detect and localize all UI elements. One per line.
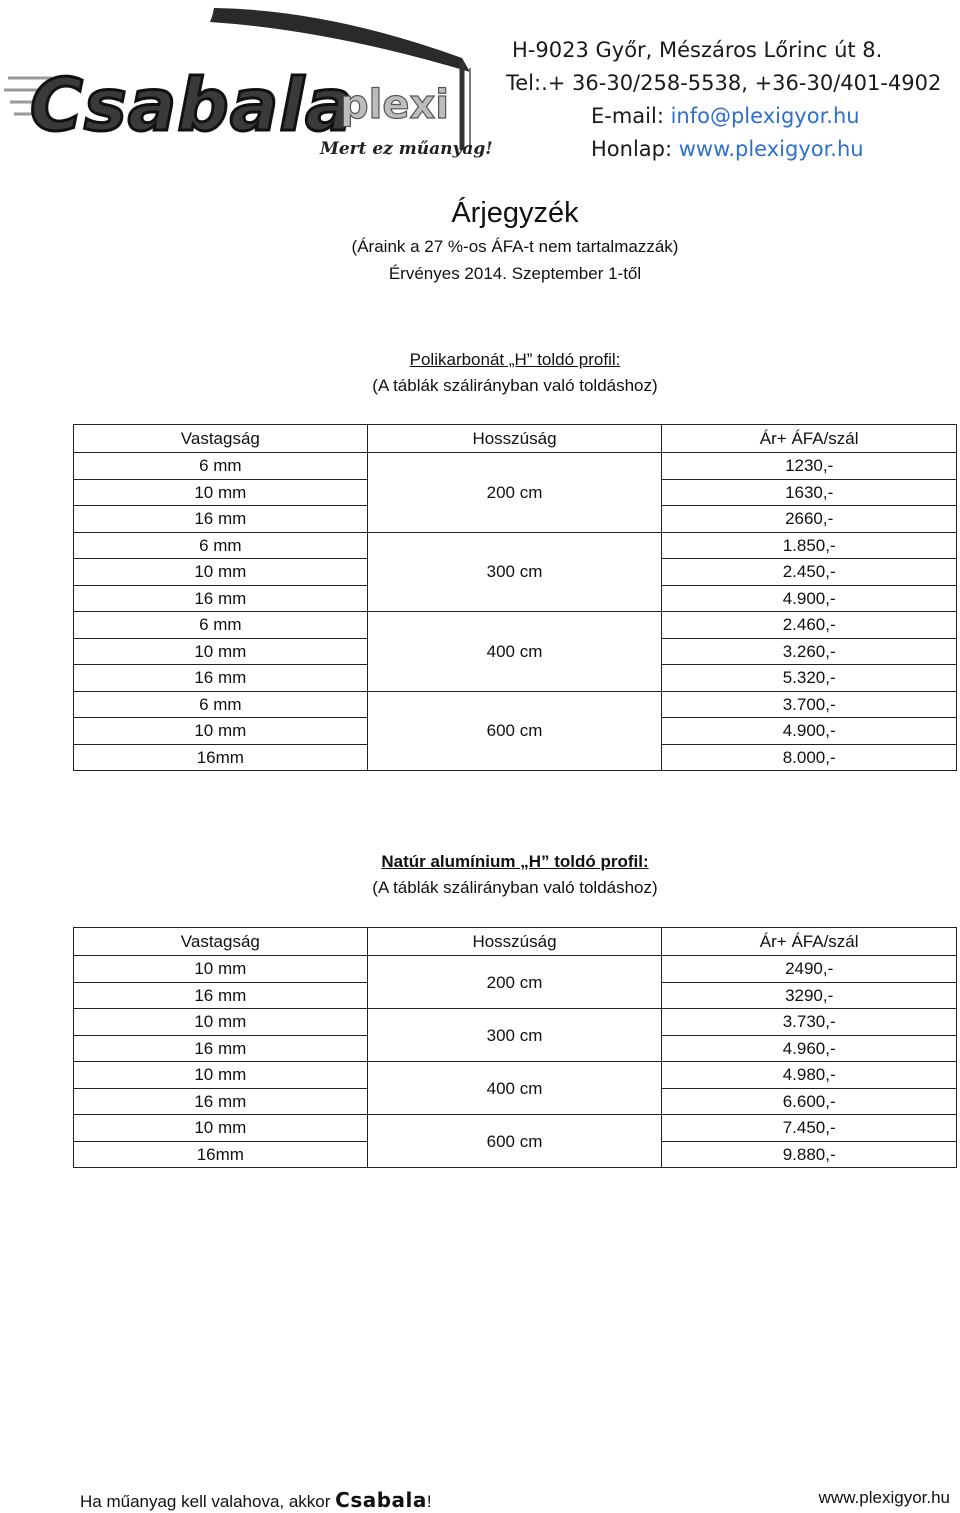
price-cell: 3.700,- xyxy=(662,691,957,718)
web-link[interactable]: www.plexigyor.hu xyxy=(678,137,864,161)
thickness-cell: 6 mm xyxy=(74,453,368,480)
thickness-cell: 16 mm xyxy=(74,506,368,533)
thickness-cell: 16 mm xyxy=(74,1088,368,1115)
phone: Tel:.+ 36-30/258-5538, +36-30/401-4902 xyxy=(506,71,942,95)
section1-note: (A táblák szálirányban való toldáshoz) xyxy=(372,376,658,395)
section1-heading: Polikarbonát „H” toldó profil: xyxy=(409,350,621,369)
contact-block xyxy=(480,34,960,166)
column-header: Hosszúság xyxy=(367,928,662,956)
length-cell: 200 cm xyxy=(367,956,662,1009)
thickness-cell: 16 mm xyxy=(74,1035,368,1062)
thickness-cell: 16 mm xyxy=(74,665,368,692)
table-row xyxy=(74,691,957,718)
email-link[interactable]: info@plexigyor.hu xyxy=(670,104,860,128)
price-cell: 1.850,- xyxy=(662,532,957,559)
vat-note: (Áraink a 27 %-os ÁFA-t nem tartalmazzák) xyxy=(351,237,679,256)
price-cell: 9.880,- xyxy=(662,1141,957,1168)
footer-slogan-text: Ha műanyag kell valahova, akkor xyxy=(80,1492,336,1511)
thickness-cell: 6 mm xyxy=(74,612,368,639)
length-cell: 400 cm xyxy=(367,612,662,692)
table-row xyxy=(74,1115,957,1142)
length-cell: 600 cm xyxy=(367,691,662,771)
page-title: Árjegyzék xyxy=(451,197,579,229)
table-header-row xyxy=(74,928,957,956)
thickness-cell: 10 mm xyxy=(74,1009,368,1036)
thickness-cell: 10 mm xyxy=(74,638,368,665)
table-row xyxy=(74,956,957,983)
price-cell: 1630,- xyxy=(662,479,957,506)
footer-slogan-end: ! xyxy=(426,1492,432,1511)
section2-header xyxy=(0,849,960,901)
price-cell: 4.980,- xyxy=(662,1062,957,1089)
section2-heading: Natúr alumínium „H” toldó profil: xyxy=(381,852,649,871)
table-row xyxy=(74,532,957,559)
price-cell: 4.900,- xyxy=(662,718,957,745)
price-cell: 4.900,- xyxy=(662,585,957,612)
length-cell: 300 cm xyxy=(367,1009,662,1062)
price-cell: 1230,- xyxy=(662,453,957,480)
table-row xyxy=(74,1062,957,1089)
price-cell: 7.450,- xyxy=(662,1115,957,1142)
email-label: E-mail: xyxy=(591,104,671,128)
logo-plexi: plexi xyxy=(340,82,449,128)
length-cell: 200 cm xyxy=(367,453,662,533)
price-cell: 2.460,- xyxy=(662,612,957,639)
length-cell: 300 cm xyxy=(367,532,662,612)
column-header: Ár+ ÁFA/szál xyxy=(662,425,957,453)
price-cell: 2.450,- xyxy=(662,559,957,586)
price-cell: 3.260,- xyxy=(662,638,957,665)
thickness-cell: 6 mm xyxy=(74,691,368,718)
aluminium-price-table xyxy=(73,927,957,1168)
thickness-cell: 6 mm xyxy=(74,532,368,559)
price-cell: 8.000,- xyxy=(662,744,957,771)
column-header: Vastagság xyxy=(74,928,368,956)
section2-note: (A táblák szálirányban való toldáshoz) xyxy=(372,878,658,897)
length-cell: 400 cm xyxy=(367,1062,662,1115)
company-logo xyxy=(0,0,500,165)
title-block xyxy=(0,193,960,287)
polycarbonate-price-table xyxy=(73,424,957,771)
logo-wordmark: Csabala xyxy=(30,63,355,147)
price-cell: 3.730,- xyxy=(662,1009,957,1036)
thickness-cell: 16mm xyxy=(74,1141,368,1168)
thickness-cell: 10 mm xyxy=(74,479,368,506)
thickness-cell: 10 mm xyxy=(74,718,368,745)
thickness-cell: 16 mm xyxy=(74,982,368,1009)
price-cell: 6.600,- xyxy=(662,1088,957,1115)
email-line xyxy=(480,100,960,133)
logo-graphic xyxy=(0,0,500,165)
price-cell: 3290,- xyxy=(662,982,957,1009)
thickness-cell: 10 mm xyxy=(74,1115,368,1142)
thickness-cell: 10 mm xyxy=(74,559,368,586)
section1-header xyxy=(0,347,960,399)
table-row xyxy=(74,612,957,639)
thickness-cell: 16 mm xyxy=(74,585,368,612)
price-cell: 5.320,- xyxy=(662,665,957,692)
footer-brand: Csabala xyxy=(335,1488,427,1512)
table-row xyxy=(74,1009,957,1036)
validity-note: Érvényes 2014. Szeptember 1-től xyxy=(388,264,642,283)
price-cell: 2660,- xyxy=(662,506,957,533)
length-cell: 600 cm xyxy=(367,1115,662,1168)
thickness-cell: 10 mm xyxy=(74,1062,368,1089)
address: H-9023 Győr, Mészáros Lőrinc út 8. xyxy=(512,38,883,62)
column-header: Vastagság xyxy=(74,425,368,453)
web-label: Honlap: xyxy=(591,137,679,161)
thickness-cell: 16mm xyxy=(74,744,368,771)
column-header: Hosszúság xyxy=(367,425,662,453)
column-header: Ár+ ÁFA/szál xyxy=(662,928,957,956)
table-header-row xyxy=(74,425,957,453)
footer-slogan xyxy=(80,1488,432,1512)
footer-website-link[interactable]: www.plexigyor.hu xyxy=(818,1488,950,1507)
thickness-cell: 10 mm xyxy=(74,956,368,983)
price-cell: 2490,- xyxy=(662,956,957,983)
web-line xyxy=(480,133,960,166)
logo-slogan: Mert ez műanyag! xyxy=(320,139,493,159)
table-row xyxy=(74,453,957,480)
price-cell: 4.960,- xyxy=(662,1035,957,1062)
